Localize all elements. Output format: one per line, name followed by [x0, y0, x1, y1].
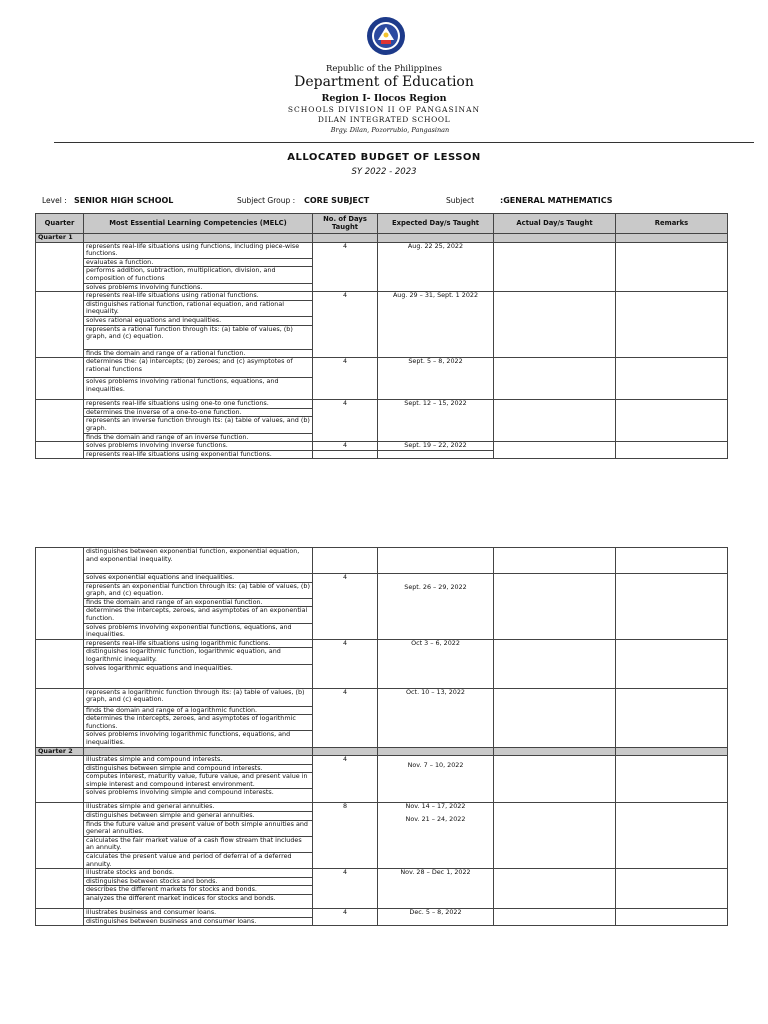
table-row — [36, 688, 728, 706]
budget-table-page2 — [35, 547, 728, 926]
subject-label: Subject — [446, 196, 475, 205]
days-cell: 4 — [313, 869, 378, 909]
melc-cell: describes the different markets for stocks and bonds. — [84, 886, 313, 895]
days-cell: 4 — [313, 442, 378, 451]
actual-cell — [494, 358, 616, 400]
table-row — [36, 803, 728, 812]
expected-cell: Nov. 7 – 10, 2022 — [378, 756, 494, 803]
remarks-cell — [616, 574, 728, 640]
days-cell: 4 — [313, 292, 378, 358]
melc-cell: represents a logarithmic function through its: (a) table of values, (b) graph, and (c) equation. — [84, 688, 313, 706]
melc-cell: distinguishes between simple and general annuities. — [84, 812, 313, 821]
quarter-cell — [36, 400, 84, 442]
days-cell: 4 — [313, 400, 378, 442]
melc-cell: distinguishes logarithmic function, logarithmic equation, and logarithmic inequality. — [84, 648, 313, 664]
melc-cell: represents an exponential function through its: (a) table of values, (b) graph, and (c) equation. — [84, 582, 313, 598]
melc-cell: analyzes the different market indices for stocks and bonds. — [84, 895, 313, 909]
quarter-fill — [378, 747, 494, 756]
quarter-cell — [36, 909, 84, 926]
melc-cell: represents real-life situations using logarithmic functions. — [84, 639, 313, 648]
quarter-cell — [36, 548, 84, 640]
days-cell: 4 — [313, 688, 378, 747]
header-divider — [54, 142, 754, 143]
quarter-label: Quarter 1 — [36, 234, 84, 243]
expected-cell: Dec. 5 – 8, 2022 — [378, 909, 494, 926]
table-row — [36, 869, 728, 878]
quarter-fill — [494, 234, 616, 243]
level-value — [74, 196, 173, 205]
address-line: Brgy. Dilan, Pozorrubio, Pangasinan — [330, 126, 450, 134]
actual-cell — [494, 442, 616, 459]
melc-cell: solves problems involving logarithmic functions, equations, and inequalities. — [84, 731, 313, 747]
budget-table-page1 — [35, 213, 728, 459]
quarter-fill — [616, 747, 728, 756]
remarks-cell — [616, 909, 728, 926]
col-expected: Expected Day/s Taught — [378, 214, 494, 234]
remarks-cell — [616, 242, 728, 292]
expected-date-b: Nov. 21 – 24, 2022 — [405, 815, 466, 824]
melc-cell: solves problems involving inverse functions. — [84, 442, 313, 451]
quarter-row — [36, 234, 728, 243]
melc-cell: calculates the present value and period of deferral of a deferred annuity. — [84, 853, 313, 869]
remarks-cell — [616, 756, 728, 803]
actual-cell — [494, 639, 616, 688]
expected-cell — [378, 548, 494, 574]
melc-cell: represents real-life situations using rational functions. — [84, 292, 313, 301]
melc-cell: represents an inverse function through its: (a) table of values, and (b) graph. — [84, 417, 313, 433]
quarter-cell — [36, 869, 84, 909]
school-line: DILAN INTEGRATED SCHOOL — [317, 115, 451, 124]
quarter-fill — [313, 234, 378, 243]
days-cell: 4 — [313, 639, 378, 688]
remarks-cell — [616, 292, 728, 358]
quarter-fill — [313, 747, 378, 756]
deped-seal — [366, 16, 406, 56]
quarter-fill — [84, 234, 313, 243]
melc-cell: represents a rational function through its: (a) table of values, (b) graph, and (c) equation. — [84, 325, 313, 349]
expected-cell: Oct. 10 – 13, 2022 — [378, 688, 494, 747]
expected-date-a: Nov. 14 – 17, 2022 — [405, 802, 466, 811]
actual-cell — [494, 400, 616, 442]
quarter-cell — [36, 688, 84, 747]
republic-line: Republic of the Philippines — [325, 64, 443, 74]
melc-cell: represents real-life situations using functions, including piece-wise functions. — [84, 242, 313, 258]
remarks-cell — [616, 548, 728, 574]
melc-cell: finds the domain and range of an inverse function. — [84, 433, 313, 442]
quarter-cell — [36, 358, 84, 400]
col-actual: Actual Day/s Taught — [494, 214, 616, 234]
melc-cell: solves problems involving simple and compound interests. — [84, 789, 313, 803]
days-cell: 8 — [313, 803, 378, 869]
remarks-cell — [616, 400, 728, 442]
remarks-cell — [616, 442, 728, 459]
actual-cell — [494, 548, 616, 574]
level-value-text: SENIOR HIGH SCHOOL — [74, 196, 174, 205]
days-cell: 4 — [313, 909, 378, 926]
melc-cell: illustrates simple and compound interests. — [84, 756, 313, 765]
table-row — [36, 909, 728, 918]
table-row — [36, 548, 728, 574]
actual-cell — [494, 688, 616, 747]
actual-cell — [494, 909, 616, 926]
table-row — [36, 400, 728, 409]
quarter-cell — [36, 803, 84, 869]
expected-cell: Sept. 19 – 22, 2022 — [378, 442, 494, 451]
days-cell: 4 — [313, 242, 378, 292]
table-row — [36, 292, 728, 301]
col-days: No. of Days Taught — [313, 214, 378, 234]
melc-cell: solves problems involving rational functions, equations, and inequalities. — [84, 378, 313, 400]
melc-cell: finds the domain and range of a logarithmic function. — [84, 706, 313, 715]
quarter-cell — [36, 242, 84, 292]
melc-cell: solves logarithmic equations and inequalities. — [84, 664, 313, 688]
col-remarks: Remarks — [616, 214, 728, 234]
melc-cell: solves problems involving exponential functions, equations, and inequalities. — [84, 623, 313, 639]
table-header-row — [36, 214, 728, 234]
melc-cell: distinguishes between business and consumer loans. — [84, 917, 313, 926]
school-year: SY 2022 - 2023 — [351, 167, 417, 177]
melc-cell: finds the domain and range of an exponential function. — [84, 598, 313, 607]
subject-value-text: :GENERAL MATHEMATICS — [500, 196, 613, 205]
melc-cell: calculates the fair market value of a cash flow stream that includes an annuity. — [84, 836, 313, 852]
table-row — [36, 756, 728, 765]
table-row — [36, 442, 728, 451]
expected-cell: Sept. 26 – 29, 2022 — [378, 574, 494, 640]
quarter-cell — [36, 639, 84, 688]
days-cell — [313, 450, 378, 459]
days-cell: 4 — [313, 574, 378, 640]
quarter-cell — [36, 442, 84, 459]
melc-cell: computes interest, maturity value, future value, and present value in simple interest and compound interest environment. — [84, 773, 313, 789]
table-row — [36, 639, 728, 648]
actual-cell — [494, 803, 616, 869]
melc-cell: distinguishes between exponential function, exponential equation, and exponential inequality. — [84, 548, 313, 574]
melc-cell: evaluates a function. — [84, 258, 313, 267]
days-cell — [313, 548, 378, 574]
col-quarter: Quarter — [36, 214, 84, 234]
quarter-fill — [378, 234, 494, 243]
expected-cell: Aug. 29 – 31, Sept. 1 2022 — [378, 292, 494, 358]
quarter-cell — [36, 292, 84, 358]
quarter-label: Quarter 2 — [36, 747, 84, 756]
melc-cell: illustrates simple and general annuities. — [84, 803, 313, 812]
group-value — [304, 196, 369, 205]
group-value-text: CORE SUBJECT — [304, 196, 370, 205]
melc-cell: finds the domain and range of a rational function. — [84, 349, 313, 358]
document-title: ALLOCATED BUDGET OF LESSON — [287, 152, 481, 163]
expected-cell — [378, 450, 494, 459]
quarter-fill — [494, 747, 616, 756]
melc-cell: represents real-life situations using exponential functions. — [84, 450, 313, 459]
table-row — [36, 358, 728, 378]
actual-cell — [494, 292, 616, 358]
expected-cell: Sept. 5 – 8, 2022 — [378, 358, 494, 400]
table-row — [36, 574, 728, 583]
group-label: Subject Group : — [237, 196, 296, 205]
melc-cell: distinguishes between stocks and bonds. — [84, 877, 313, 886]
region-line: Region I- Ilocos Region — [321, 93, 447, 104]
melc-cell: finds the future value and present value of both simple annuities and general annuities. — [84, 820, 313, 836]
melc-cell: distinguishes rational function, rational equation, and rational inequality. — [84, 300, 313, 316]
actual-cell — [494, 756, 616, 803]
remarks-cell — [616, 803, 728, 869]
expected-cell — [378, 803, 494, 869]
remarks-cell — [616, 358, 728, 400]
division-line: SCHOOLS DIVISION II OF PANGASINAN — [287, 105, 481, 114]
quarter-row — [36, 747, 728, 756]
days-cell: 4 — [313, 358, 378, 400]
actual-cell — [494, 574, 616, 640]
melc-cell: performs addition, subtraction, multiplication, division, and composition of functions — [84, 267, 313, 283]
days-cell: 4 — [313, 756, 378, 803]
remarks-cell — [616, 869, 728, 909]
col-melc: Most Essential Learning Competencies (MELC) — [84, 214, 313, 234]
expected-cell: Sept. 12 – 15, 2022 — [378, 400, 494, 442]
melc-cell: solves exponential equations and inequalities. — [84, 574, 313, 583]
actual-cell — [494, 242, 616, 292]
actual-cell — [494, 869, 616, 909]
quarter-fill — [84, 747, 313, 756]
table-row — [36, 242, 728, 258]
expected-cell: Aug. 22 25, 2022 — [378, 242, 494, 292]
melc-cell: determines the intercepts, zeroes, and asymptotes of logarithmic functions. — [84, 715, 313, 731]
melc-cell: determines the inverse of a one-to-one function. — [84, 408, 313, 417]
melc-cell: determines the intercepts, zeroes, and asymptotes of an exponential function. — [84, 607, 313, 623]
melc-cell: represents real-life situations using one-to one functions. — [84, 400, 313, 409]
remarks-cell — [616, 639, 728, 688]
expected-cell: Nov. 28 – Dec 1, 2022 — [378, 869, 494, 909]
expected-cell: Oct 3 – 6, 2022 — [378, 639, 494, 688]
melc-cell: illustrate stocks and bonds. — [84, 869, 313, 878]
melc-cell: determines the: (a) intercepts; (b) zeroes; and (c) asymptotes of rational functions — [84, 358, 313, 378]
level-label: Level : — [42, 196, 67, 205]
subject-value — [500, 196, 613, 205]
department-line: Department of Education — [294, 74, 474, 90]
quarter-cell — [36, 756, 84, 803]
melc-cell: distinguishes between simple and compound interests. — [84, 764, 313, 773]
remarks-cell — [616, 688, 728, 747]
melc-cell: solves rational equations and inequalities. — [84, 316, 313, 325]
quarter-fill — [616, 234, 728, 243]
melc-cell: illustrates business and consumer loans. — [84, 909, 313, 918]
melc-cell: solves problems involving functions. — [84, 283, 313, 292]
